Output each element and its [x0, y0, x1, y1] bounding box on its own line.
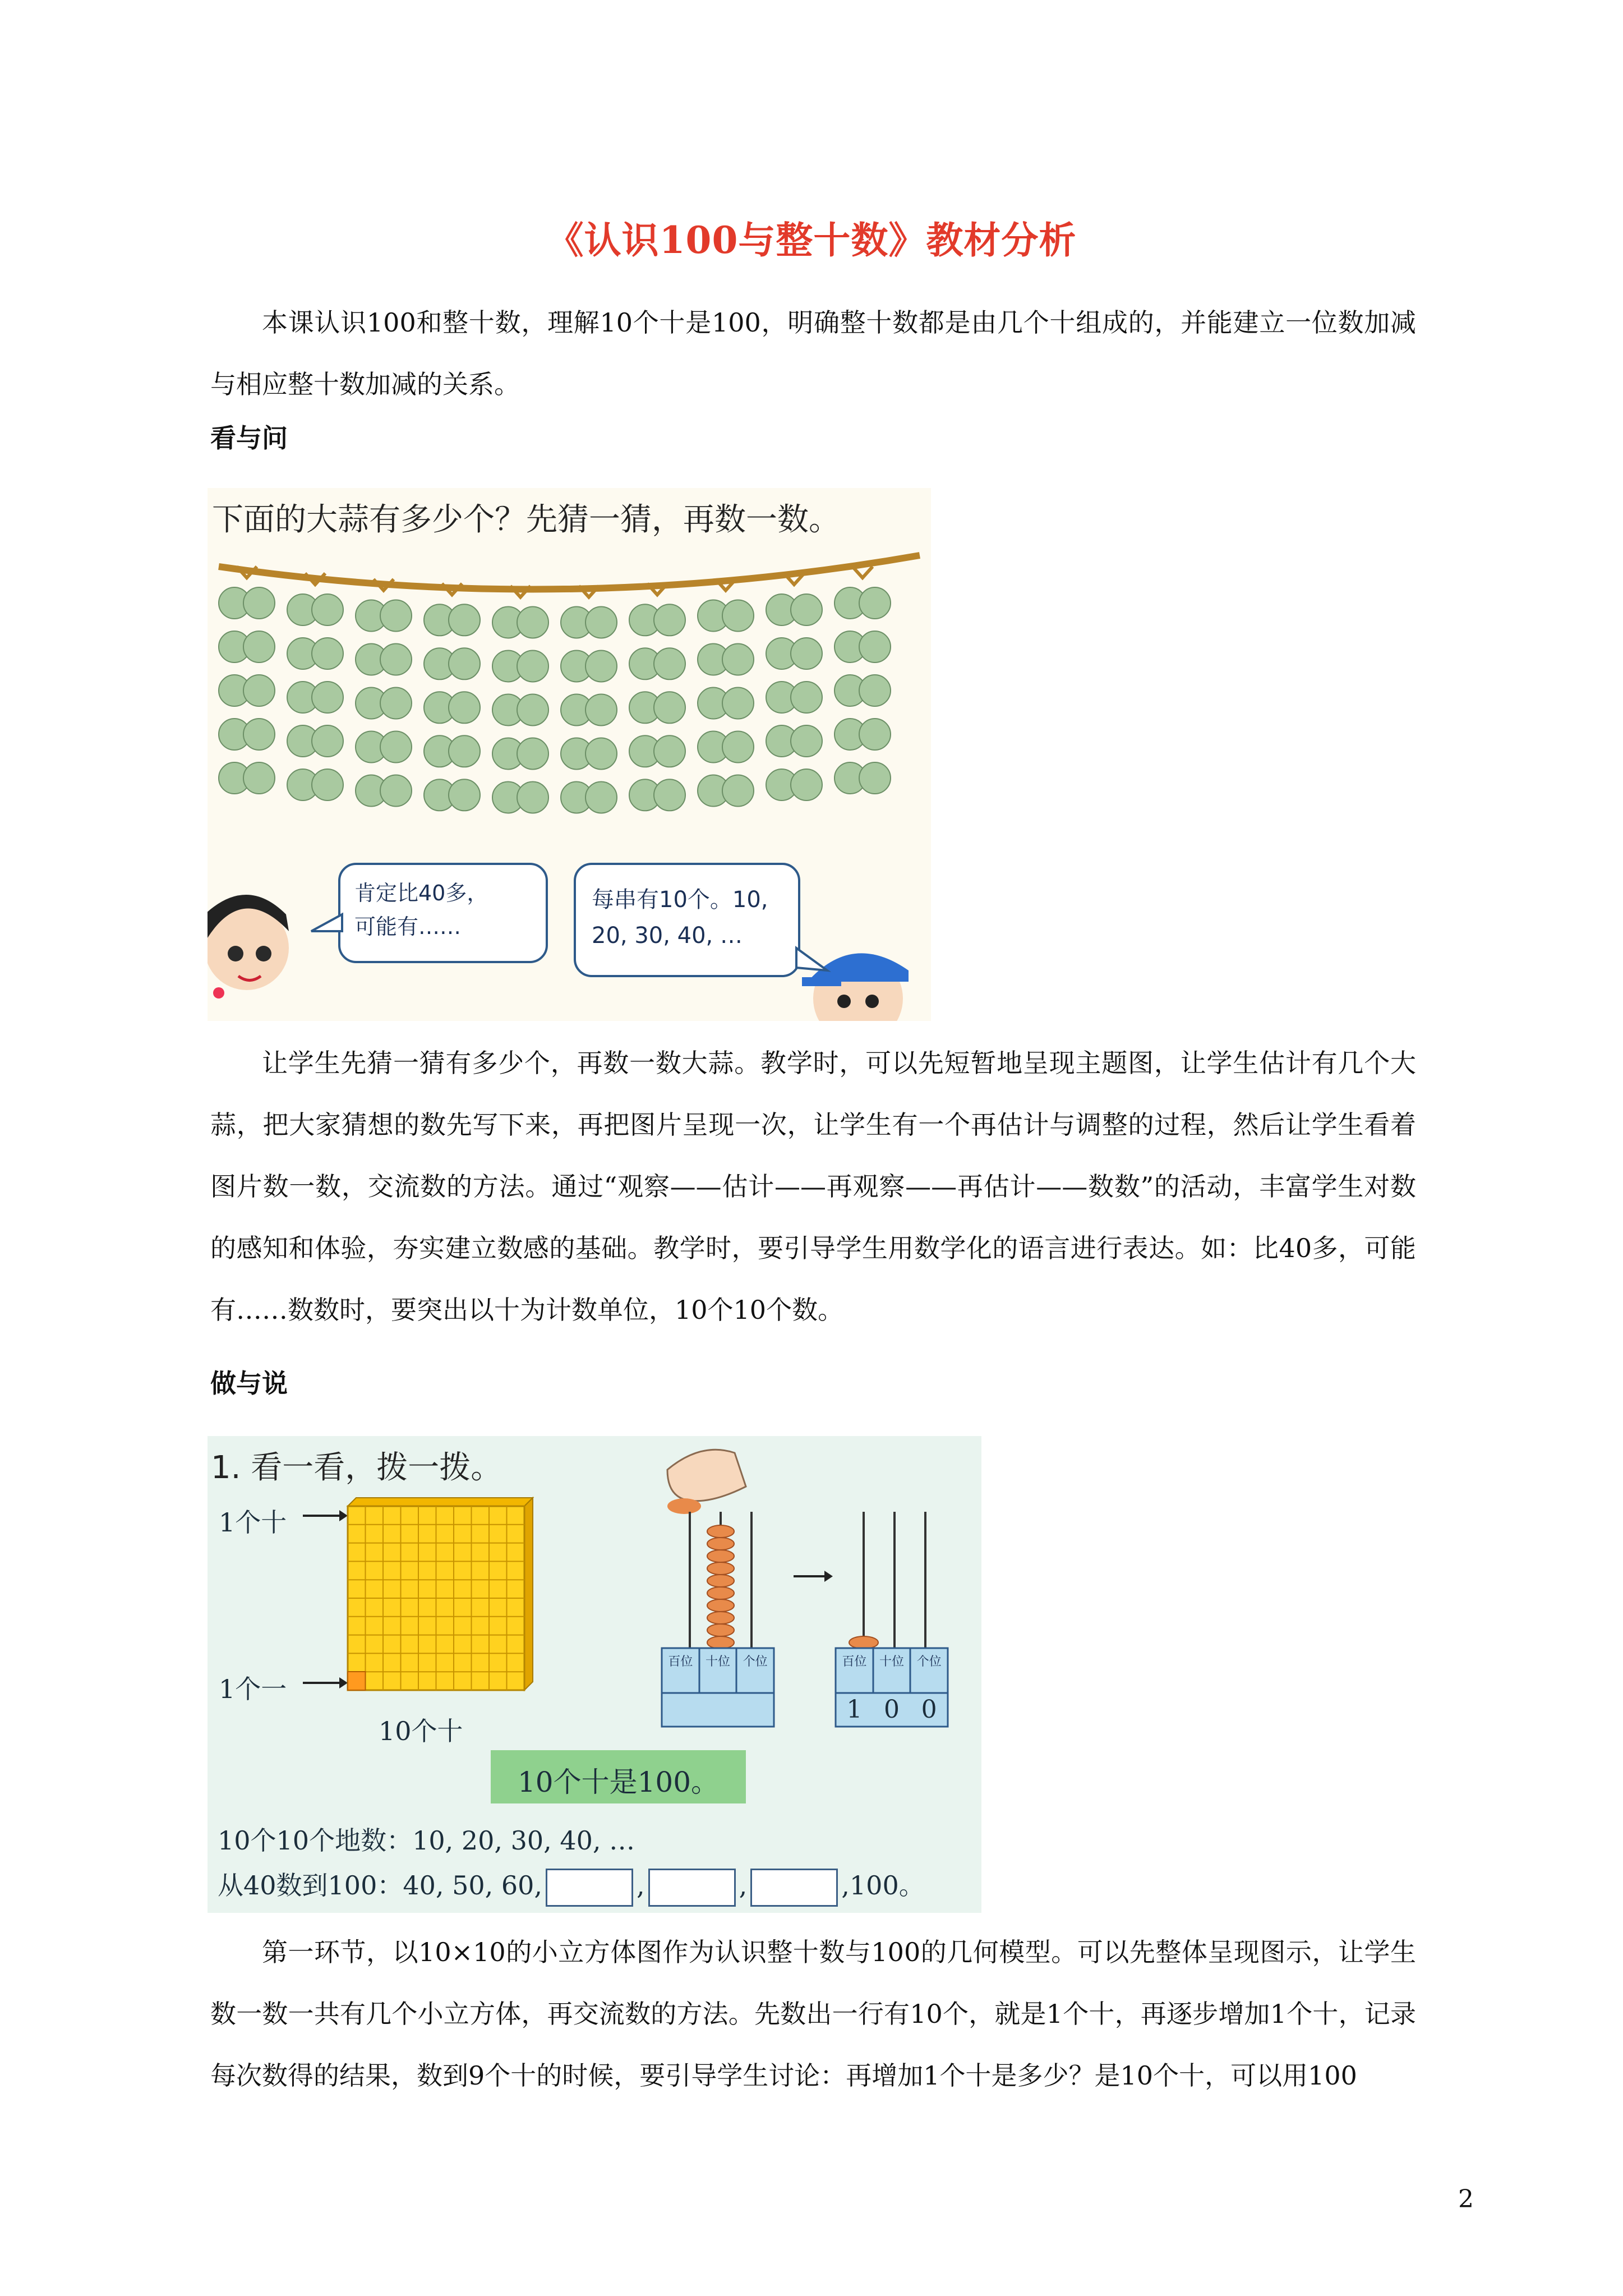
- garlic-bulb: [449, 735, 480, 767]
- garlic-bulb: [791, 725, 822, 757]
- garlic-bulb: [859, 675, 891, 706]
- bubble-left-line-2: 可能有……: [354, 914, 462, 939]
- garlic-bulb: [654, 648, 685, 679]
- garlic-illustration: [208, 488, 931, 1021]
- hundred-cube-grid: [348, 1498, 533, 1690]
- garlic-bulb: [517, 738, 548, 769]
- garlic-bulb: [722, 600, 754, 631]
- do-say-paragraph: 第一环节，以10×10的小立方体图作为认识整十数与100的几何模型。可以先整体呈现图示，让学生数一数一共有几个小立方体，再交流数的方法。先数出一行有10个，就是1个十，再逐步增加1个十，记录每次数得的结果，数到9个十的时候，要引导学生讨论：再增加1个十是多少？是10个十，可以用100: [210, 1937, 1416, 2091]
- abacus-digit-ones: 0: [921, 1695, 937, 1724]
- bubble-right-line-1: 每串有10个。10,: [592, 887, 768, 913]
- garlic-bulb: [585, 738, 617, 769]
- abacus-bead: [707, 1575, 734, 1587]
- garlic-bulb: [585, 606, 617, 638]
- abacus-right: [836, 1512, 948, 1727]
- garlic-bulb: [722, 643, 754, 675]
- garlic-figure: [208, 488, 931, 1021]
- abacus-left-label-ones: 个位: [743, 1655, 768, 1669]
- count-forty-to-hundred-line: 从40数到100：40, 50, 60, , , ,100。: [218, 1865, 925, 1907]
- garlic-bulb: [791, 682, 822, 713]
- section-heading-do-say: 做与说: [210, 1368, 288, 1398]
- garlic-bulb: [312, 725, 343, 757]
- garlic-bulb: [517, 694, 548, 725]
- garlic-bulb: [243, 762, 275, 794]
- abacus-bead: [707, 1550, 734, 1562]
- page-title: 《认识100与整十数》教材分析: [546, 218, 1077, 262]
- garlic-bulb: [243, 587, 275, 619]
- garlic-bulb: [585, 694, 617, 725]
- abacus-left: [662, 1512, 774, 1727]
- abacus-bead: [707, 1624, 734, 1636]
- bubble-left-line-1: 肯定比40多，: [354, 881, 488, 905]
- abacus-bead: [707, 1562, 734, 1575]
- garlic-bulb: [722, 731, 754, 762]
- abacus-digit-hundreds: 1: [846, 1695, 863, 1724]
- abacus-bead: [707, 1587, 734, 1599]
- garlic-bulb: [449, 779, 480, 811]
- bubble-right-line-2: 20, 30, 40, …: [592, 923, 743, 949]
- garlic-bulb: [449, 604, 480, 636]
- garlic-bulb: [791, 769, 822, 800]
- label-one-one: 1个一: [219, 1674, 287, 1704]
- garlic-bulb: [791, 638, 822, 669]
- girl-icon: [208, 895, 289, 999]
- garlic-bulb: [243, 631, 275, 662]
- count-by-tens-line: 10个10个地数：10, 20, 30, 40, …: [218, 1825, 635, 1856]
- garlic-bulb: [585, 650, 617, 682]
- abacus-digit-tens: 0: [884, 1695, 900, 1724]
- garlic-bulb: [449, 692, 480, 723]
- garlic-bulb: [791, 594, 822, 625]
- garlic-bulb: [517, 650, 548, 682]
- abacus-left-label-tens: 十位: [706, 1655, 731, 1669]
- label-one-ten: 1个十: [219, 1507, 287, 1538]
- highlight-statement: 10个十是100。: [517, 1766, 720, 1798]
- abacus-left-label-hundreds: 百位: [668, 1655, 693, 1669]
- garlic-bulb: [722, 775, 754, 806]
- garlic-bulb: [722, 687, 754, 719]
- garlic-bulb: [380, 775, 412, 806]
- garlic-bulb: [312, 638, 343, 669]
- section-heading-look-ask: 看与问: [210, 423, 288, 453]
- hundred-figure-caption: 1. 看一看，拨一拨。: [211, 1450, 502, 1486]
- garlic-string-knot: [852, 567, 873, 578]
- abacus-bead: [707, 1525, 734, 1538]
- abacus-bead: [707, 1599, 734, 1612]
- abacus-bead: [707, 1538, 734, 1550]
- intro-paragraph: 本课认识100和整十数，理解10个十是100，明确整十数都是由几个十组成的，并能建立一位数加减与相应整十数加减的关系。: [210, 307, 1416, 399]
- abacus-right-label-ones: 个位: [916, 1655, 942, 1669]
- answer-box-2: [648, 1869, 736, 1907]
- garlic-bulb: [243, 675, 275, 706]
- garlic-bulb: [380, 643, 412, 675]
- garlic-bulb: [312, 769, 343, 800]
- hundred-figure: [208, 1436, 981, 1913]
- garlic-bulb: [859, 631, 891, 662]
- look-ask-paragraph: 让学生先猜一猜有多少个，再数一数大蒜。教学时，可以先短暂地呈现主题图，让学生估计有几个大蒜，把大家猜想的数先写下来，再把图片呈现一次，让学生有一个再估计与调整的过程，然后让学生看着图片数一数，交流数的方法。通过“观察——估计——再观察——再估计——数数”的活动，丰富学生对数的感知和体验，夯实建立数感的基础。教学时，要引导学生用数学化的语言进行表达。如：比40多，可能有……数数时，要突出以十为计数单位，10个10个数。: [210, 1048, 1416, 1325]
- garlic-bulb: [654, 692, 685, 723]
- count-from-suffix: ,100。: [841, 1870, 925, 1901]
- garlic-bulb: [585, 781, 617, 813]
- garlic-bulb: [380, 600, 412, 631]
- garlic-bulb: [654, 735, 685, 767]
- abacus-bead: [707, 1636, 734, 1649]
- garlic-bulb: [859, 762, 891, 794]
- label-ten-tens: 10个十: [379, 1716, 463, 1746]
- garlic-bulb: [517, 781, 548, 813]
- garlic-bulb: [380, 731, 412, 762]
- garlic-figure-caption: 下面的大蒜有多少个？先猜一猜，再数一数。: [212, 501, 840, 538]
- garlic-bulb: [449, 648, 480, 679]
- count-from-prefix: 从40数到100：40, 50, 60,: [218, 1870, 543, 1901]
- garlic-bulb: [654, 604, 685, 636]
- garlic-bulb: [380, 687, 412, 719]
- garlic-bulb: [312, 682, 343, 713]
- page-number: 2: [1458, 2185, 1474, 2214]
- hand-icon: [667, 1450, 746, 1514]
- answer-box-1: [546, 1869, 633, 1907]
- answer-box-3: [750, 1869, 838, 1907]
- abacus-right-label-hundreds: 百位: [842, 1655, 867, 1669]
- garlic-bulb: [312, 594, 343, 625]
- garlic-bulb: [517, 606, 548, 638]
- abacus-bead: [707, 1612, 734, 1624]
- garlic-bulb: [243, 719, 275, 750]
- garlic-bulb: [859, 719, 891, 750]
- garlic-bulb: [654, 779, 685, 811]
- garlic-bulb: [859, 587, 891, 619]
- abacus-right-label-tens: 十位: [879, 1655, 905, 1669]
